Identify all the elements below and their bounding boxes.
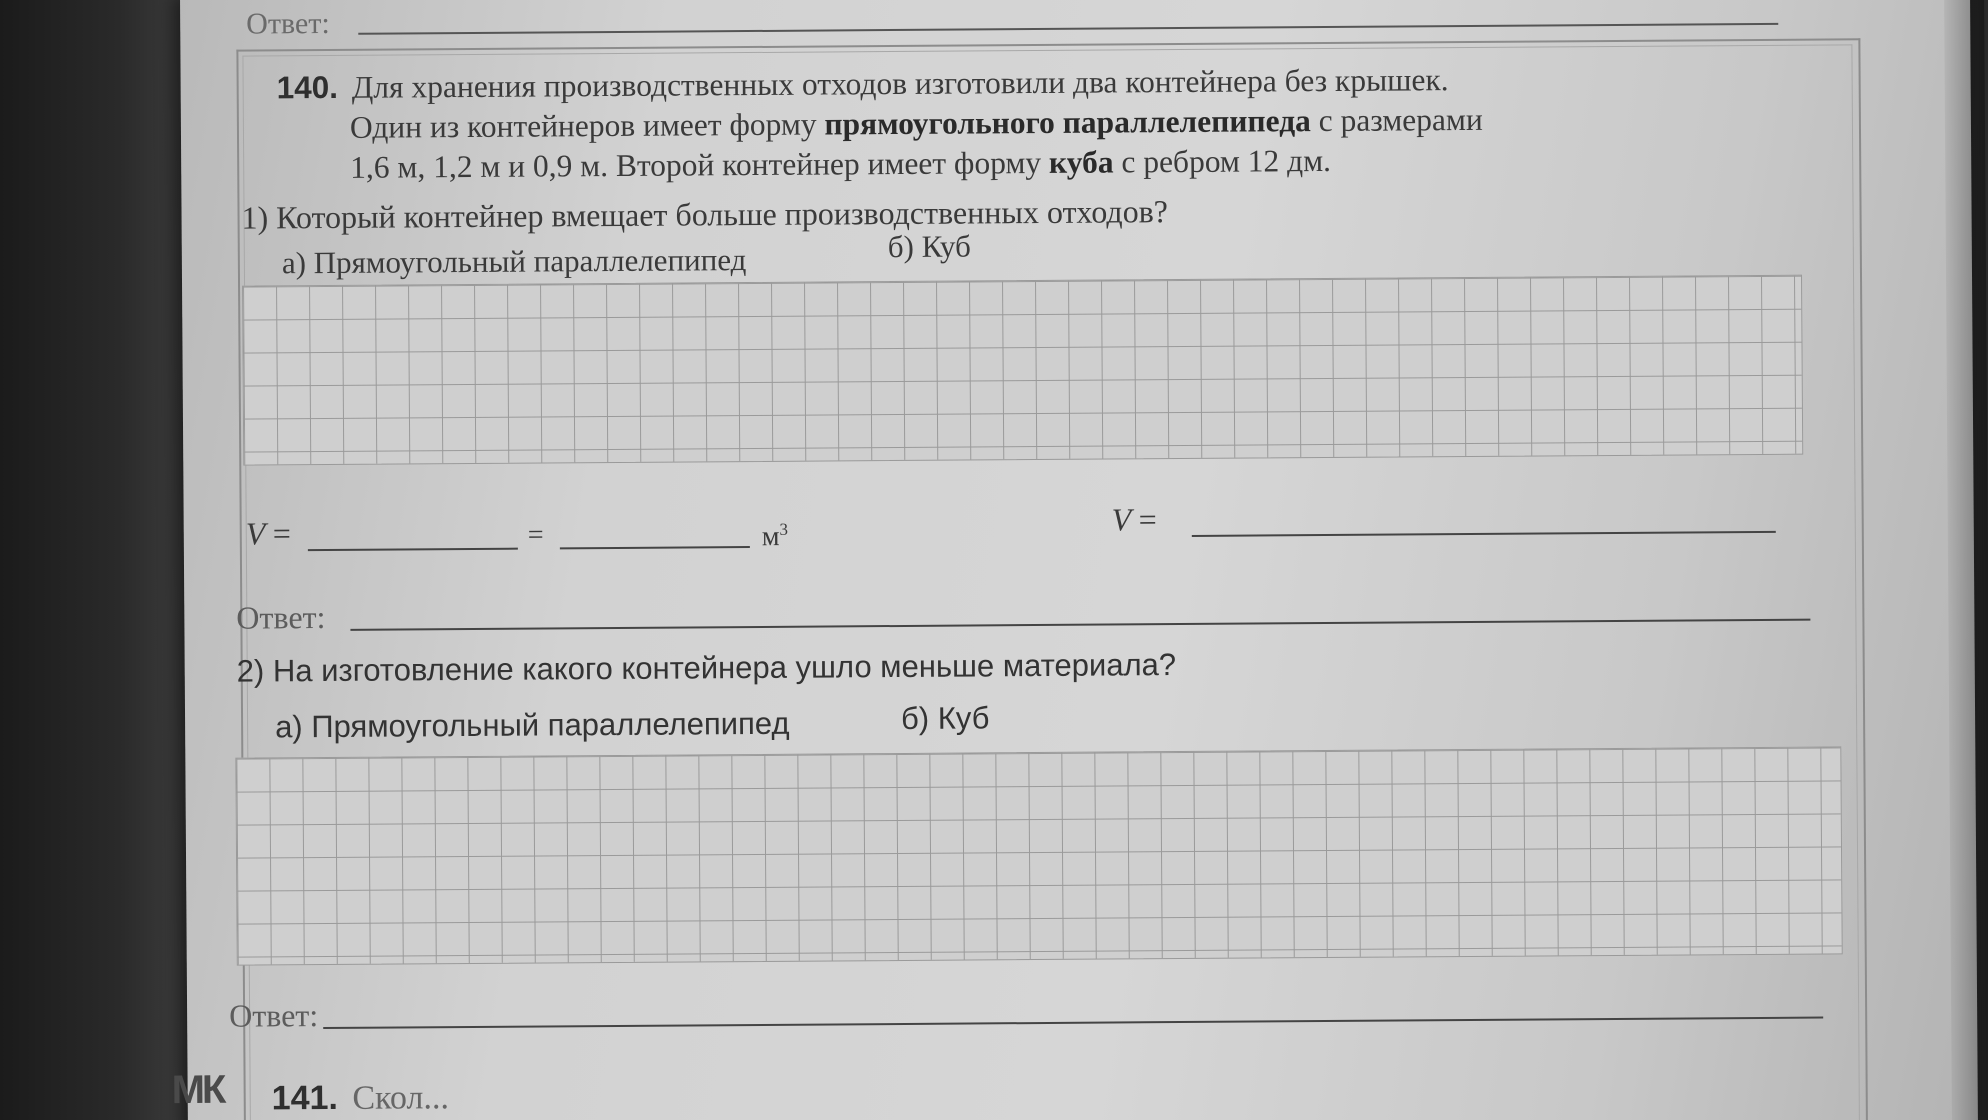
part1-v-label-b: V = xyxy=(1111,501,1157,538)
next-problem-start: 141. Скол... xyxy=(271,1078,450,1118)
part2-option-b: б) Куб xyxy=(900,700,990,736)
part1-question: 1) Который контейнер вмещает больше производственных отходов? xyxy=(241,193,1169,236)
part1-option-b: б) Куб xyxy=(887,228,971,265)
problem-line-2: Один из контейнеров имеет форму прямоугольного параллелепипеда с размерами xyxy=(349,101,1483,145)
problem-number: 140. xyxy=(276,68,339,106)
previous-answer-label: Ответ: xyxy=(246,6,330,41)
page-edge-shadow xyxy=(1944,0,1988,1120)
part1-option-a: а) Прямоугольный параллелепипед xyxy=(281,242,747,281)
part1-answer-label: Ответ: xyxy=(236,599,326,636)
problem-line-1: Для хранения производственных отходов изготовили два контейнера без крышек. xyxy=(351,62,1449,105)
part1-grid-area[interactable] xyxy=(242,275,1803,466)
part2-grid-area[interactable] xyxy=(235,746,1842,965)
part1-v-label-a: V = xyxy=(245,515,291,552)
workbook-page xyxy=(171,0,1978,1120)
part2-question: 2) На изготовление какого контейнера ушло меньше материала? xyxy=(236,647,1177,689)
part2-answer-label: Ответ: xyxy=(229,997,319,1034)
problem-line-3: 1,6 м, 1,2 м и 0,9 м. Второй контейнер имеет форму куба с ребром 12 дм. xyxy=(350,142,1332,185)
problem-statement xyxy=(277,56,1838,188)
part2-option-a: а) Прямоугольный параллелепипед xyxy=(274,705,790,745)
part1-unit: $м^3$ xyxy=(761,519,789,553)
part1-equals-sign: = xyxy=(527,519,544,551)
mk-logo-icon: МК xyxy=(171,1067,224,1113)
previous-answer-line xyxy=(358,23,1778,35)
